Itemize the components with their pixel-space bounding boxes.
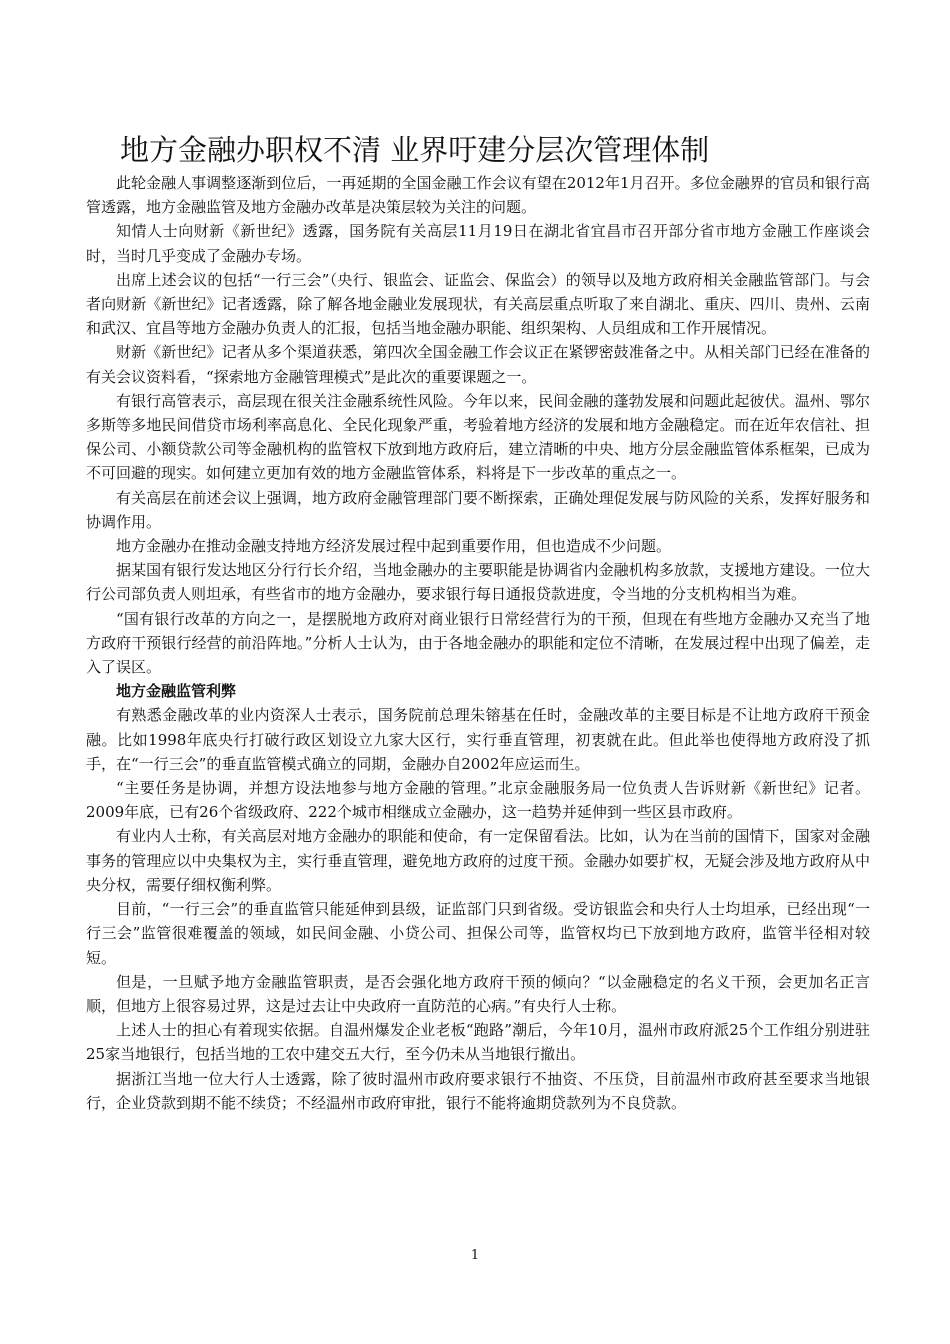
paragraph: 据某国有银行发达地区分行行长介绍，当地金融办的主要职能是协调省内金融机构多放款，支援地方建设。一位大行公司部负责人则坦承，有些省市的地方金融办，要求银行每日通报贷款进度，令当地的分支机构相当为难。 (86, 561, 870, 604)
paragraph: 地方金融办在推动金融支持地方经济发展过程中起到重要作用，但也造成不少问题。 (116, 537, 672, 556)
page-number: 1 (470, 1248, 480, 1263)
paragraph: 目前，“一行三会”的垂直监管只能延伸到县级，证监部门只到省级。受访银监会和央行人士均坦承，已经出现“一行三会”监管很难覆盖的领域，如民间金融、小贷公司、担保公司等，监管权均已下放到地方政府，监管半径相对较短。 (86, 900, 870, 967)
paragraph: 有业内人士称，有关高层对地方金融办的职能和使命，有一定保留看法。比如，认为在当前的国情下，国家对金融事务的管理应以中央集权为主，实行垂直管理，避免地方政府的过度干预。金融办如要扩权，无疑会涉及地方政府从中央分权，需要仔细权衡利弊。 (86, 827, 870, 894)
paragraph: “主要任务是协调，并想方设法地参与地方金融的管理。”北京金融服务局一位负责人告诉财新《新世纪》记者。2009年底，已有26个省级政府、222个城市相继成立金融办，这一趋势并延伸到一些区县市政府。 (86, 779, 870, 822)
paragraph: 知情人士向财新《新世纪》透露，国务院有关高层11月19日在湖北省宜昌市召开部分省市地方金融工作座谈会时，当时几乎变成了金融办专场。 (86, 222, 870, 265)
paragraph: 此轮金融人事调整逐渐到位后，一再延期的全国金融工作会议有望在2012年1月召开。多位金融界的官员和银行高管透露，地方金融监管及地方金融办改革是决策层较为关注的问题。 (86, 174, 870, 217)
paragraph: 上述人士的担心有着现实依据。自温州爆发企业老板“跑路”潮后，今年10月，温州市政府派25个工作组分别进驻25家当地银行，包括当地的工农中建交五大行，至今仍未从当地银行撤出。 (86, 1021, 870, 1064)
paragraph: 据浙江当地一位大行人士透露，除了彼时温州市政府要求银行不抽资、不压贷，目前温州市政府甚至要求当地银行，企业贷款到期不能不续贷；不经温州市政府审批，银行不能将逾期贷款列为不良贷款。 (86, 1069, 870, 1112)
paragraph: 出席上述会议的包括“一行三会”（央行、银监会、证监会、保监会）的领导以及地方政府相关金融监管部门。与会者向财新《新世纪》记者透露，除了解各地金融业发展现状，有关高层重点听取了来自湖北、重庆、四川、贵州、云南和武汉、宜昌等地方金融办负责人的汇报，包括当地金融办职能、组织架构、人员组成和工作开展情况。 (86, 270, 870, 338)
section-subheading: 地方金融监管利弊 (116, 682, 237, 701)
paragraph: 有银行高管表示，高层现在很关注金融系统性风险。今年以来，民间金融的蓬勃发展和问题此起彼伏。温州、鄂尔多斯等多地民间借贷市场利率高息化、全民化现象严重，考验着地方经济的发展和地方金融稳定。而在近年农信社、担保公司、小额贷款公司等金融机构的监管权下放到地方政府后，建立清晰的中央、地方分层金融监管体系框架，已成为不可回避的现实。如何建立更加有效的地方金融监管体系，料将是下一步改革的重点之一。 (86, 391, 870, 483)
paragraph: 财新《新世纪》记者从多个渠道获悉，第四次全国金融工作会议正在紧锣密鼓准备之中。从相关部门已经在准备的有关会议资料看，“探索地方金融管理模式”是此次的重要课题之一。 (86, 343, 870, 386)
paragraph: “国有银行改革的方向之一，是摆脱地方政府对商业银行日常经营行为的干预，但现在有些地方金融办又充当了地方政府干预银行经营的前沿阵地。”分析人士认为，由于各地金融办的职能和定位不清晰，在发展过程中出现了偏差，走入了误区。 (86, 609, 870, 677)
article-body (86, 171, 870, 1115)
paragraph: 有关高层在前述会议上强调，地方政府金融管理部门要不断探索，正确处理促发展与防风险的关系，发挥好服务和协调作用。 (86, 488, 870, 531)
paragraph: 但是，一旦赋予地方金融监管职责，是否会强化地方政府干预的倾向？“以金融稳定的名义干预，会更加名正言顺，但地方上很容易过界，这是过去让中央政府一直防范的心病。”有央行人士称。 (86, 972, 870, 1015)
paragraph: 有熟悉金融改革的业内资深人士表示，国务院前总理朱镕基在任时，金融改革的主要目标是不让地方政府干预金融。比如1998年底央行打破行政区划设立九家大区行，实行垂直管理，初衷就在此。但此举也使得地方政府没了抓手，在“一行三会”的垂直监管模式确立的同期，金融办自2002年应运而生。 (86, 706, 870, 773)
article-title: 地方金融办职权不清 业界吁建分层次管理体制 (120, 133, 710, 167)
